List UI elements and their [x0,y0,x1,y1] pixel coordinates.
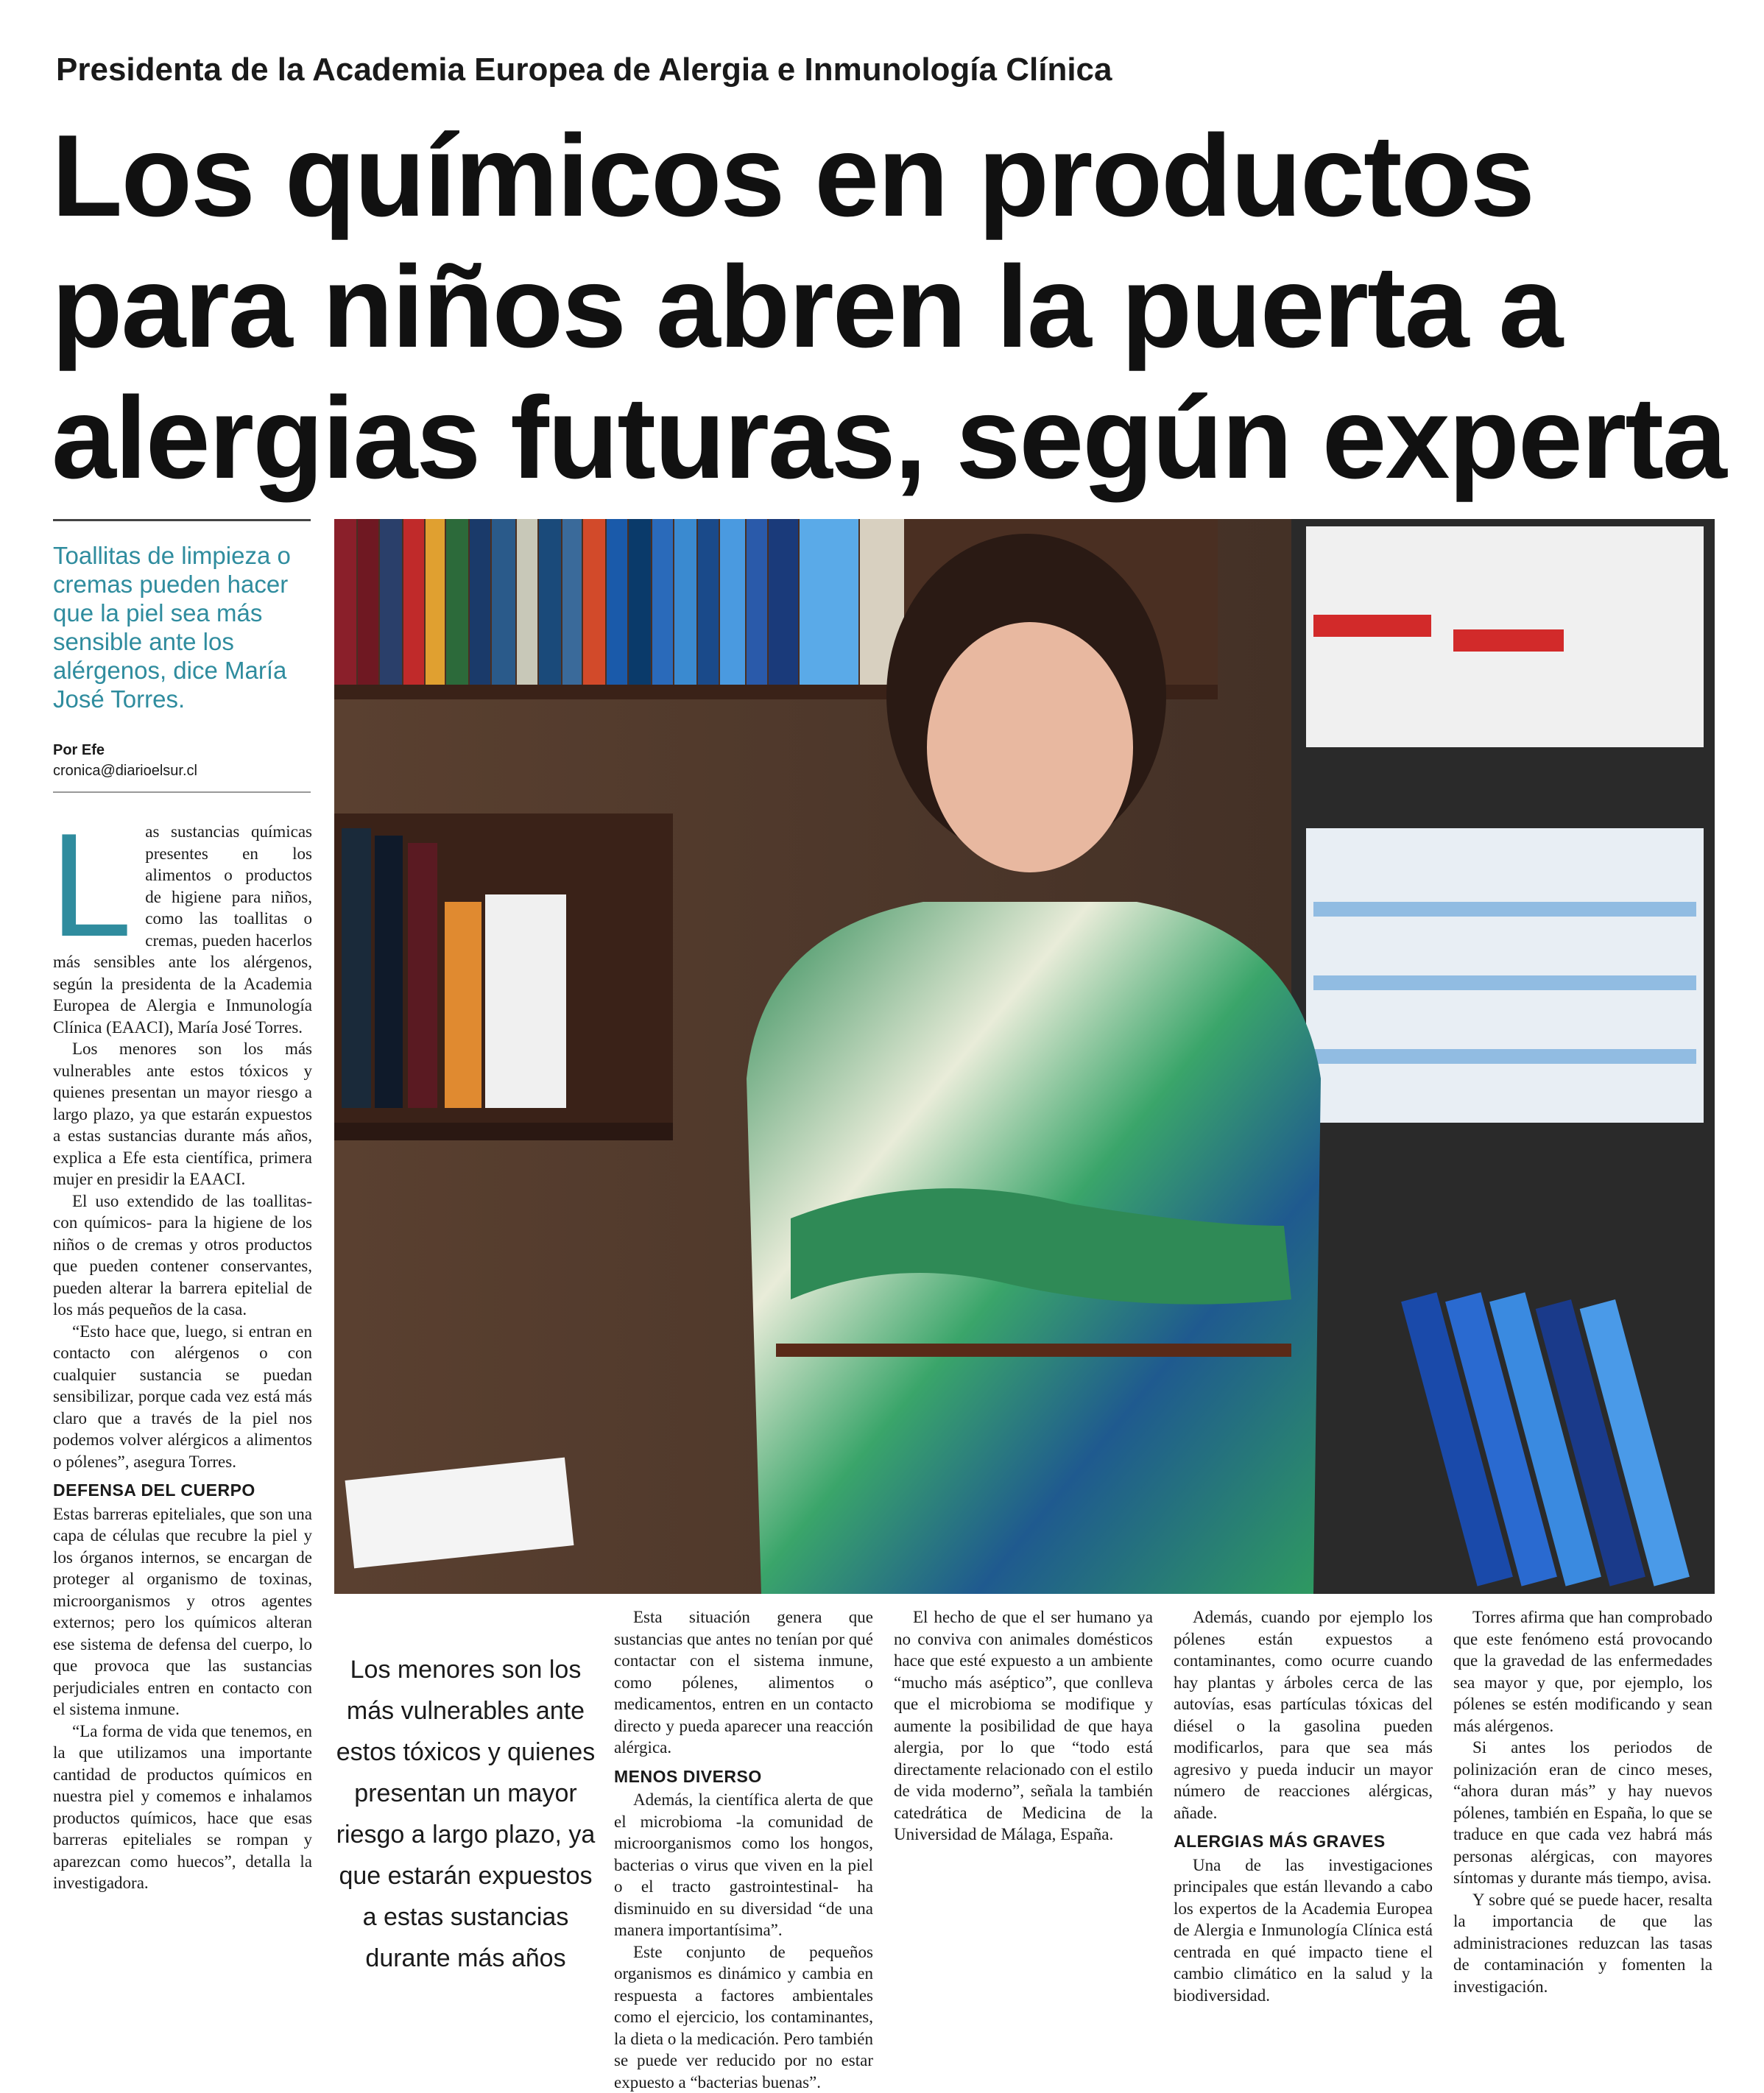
article-paragraph: “La forma de vida que tenemos, en la que utilizamos una importante cantidad de productos químicos en nuestra piel y comemos e inhalamos productos químicos, hace que esas barreras epiteliales se rompan y aparezcan como huecos”, detalla la investigadora. [53,1720,312,1894]
article-paragraph: “Esto hace que, luego, si entran en contacto con alérgenos o con cualquier sustancia se puedan sensibilizar, porque cada vez está más claro que a través de la piel nos podemos volver alérgicos a alimentos o pólenes”, asegura Torres. [53,1321,312,1473]
article-column-4 [894,1606,1153,1846]
byline-author: Por Efe [53,740,197,760]
article-paragraph: Y sobre qué se puede hacer, resalta la importancia de que las administraciones reduzcan las tasas de contaminación y fomenten la investigación. [1453,1889,1712,1998]
article-paragraph: Estas barreras epiteliales, que son una capa de células que recubre la piel y los órganos internos, se encargan de proteger al organismo de toxinas, microorganismos y otros agentes externos; pero los químicos alteran ese sistema de defensa del cuerpo, lo que provoca que las sustancias perjudiciales entren en contacto con el sistema inmune. [53,1503,312,1720]
article-column-1 [53,821,312,1894]
article-paragraph: Este conjunto de pequeños organismos es dinámico y cambia en respuesta a factores ambientales como el ejercicio, los contaminantes, la dieta o la medicación. Pero también se puede ver reducido por no estar expuesto a “bacterias buenas”. [614,1941,873,2093]
article-paragraph: Torres afirma que han comprobado que este fenómeno está provocando que la gravedad de las enfermedades sea mayor y que, por ejemplo, los pólenes se estén modificando y sean más alérgenos. [1453,1606,1712,1737]
article-paragraph: Si antes los periodos de polinización eran de cinco meses, “ahora duran más” y hay nuevos pólenes, también en España, lo que se traduce en que cada vez habrá más personas alérgicas, con mayores síntomas y durante más tiempo, avisa. [1453,1737,1712,1889]
article-column-3 [614,1606,873,2093]
article-paragraph: Una de las investigaciones principales que están llevando a cabo los expertos de la Academia Europea de Alergia e Inmunología Clínica está centrada en qué impacto tiene el cambio climático en la salud y la biodiversidad. [1174,1854,1433,2007]
summary: Toallitas de limpieza o cremas pueden hacer que la piel sea más sensible ante los alérgenos, dice María José Torres. [53,541,303,713]
article-column-5 [1174,1606,1433,2006]
byline-rule [53,791,311,793]
byline-email: cronica@diarioelsur.cl [53,760,197,781]
article-photo [334,519,1715,1594]
subheading: DEFENSA DEL CUERPO [53,1480,312,1502]
headline: Los químicos en productos para niños abren la puerta a alergias futuras, según experta [52,110,1730,504]
article-column-6 [1453,1606,1712,1997]
article-paragraph: Esta situación genera que sustancias que antes no tenían por qué contactar con el sistema inmune, como pólenes, alimentos o medicamentos, entren en un contacto directo y pueda aparecer una reacción alérgica. [614,1606,873,1759]
subheading: MENOS DIVERSO [614,1766,873,1788]
article-intro: as sustancias químicas presentes en los alimentos o productos de higiene para niños, como las toallitas o cremas, pueden hacerlos más sensibles ante los alérgenos, según la presidenta de la Academia Europea de Alergia e Inmunología Clínica (EAACI), María José Torres. [53,821,312,1038]
article-paragraph: Además, la científica alerta de que el microbioma -la comunidad de microorganismos como los hongos, bacterias o virus que viven en la piel o el tracto gastrointestinal- ha disminuido en su diversidad “de una manera importantísima”. [614,1789,873,1941]
drop-cap: L [50,827,132,945]
subheading: ALERGIAS MÁS GRAVES [1174,1831,1433,1853]
article-paragraph: El hecho de que el ser humano ya no conviva con animales domésticos hace que esté expuesto a un ambiente “mucho más aséptico”, que conlleva que el microbioma se modifique y aumente la posibilidad de que haya alergia, por lo que “todo está directamente relacionado con el estilo de vida moderno”, señala la también catedrática de Medicina de la Universidad de Málaga, España. [894,1606,1153,1846]
photo-illustration [334,519,1715,1594]
kicker: Presidenta de la Academia Europea de Alergia e Inmunología Clínica [56,52,1112,88]
article-paragraph: Los menores son los más vulnerables ante estos tóxicos y quienes presentan un mayor riesgo a largo plazo, ya que estarán expuestos a estas sustancias durante más años, explica a Efe esta científica, primera mujer en presidir la EAACI. [53,1038,312,1190]
byline [53,740,197,781]
article-paragraph: El uso extendido de las toallitas-con químicos- para la higiene de los niños o de cremas y otros productos que pueden contener conservantes, pueden alterar la barrera epitelial de los más pequeños de la casa. [53,1190,312,1321]
article-paragraph: Además, cuando por ejemplo los pólenes están expuestos a contaminantes, como ocurre cuando hay plantas y árboles cerca de las autovías, esas partículas tóxicas del diésel o la gasolina pueden modificarlos, para que sea más agresivo y pueda inducir un mayor número de reacciones alérgicas, añade. [1174,1606,1433,1824]
pull-quote: Los menores son los más vulnerables ante estos tóxicos y quienes presentan un mayor riesgo a largo plazo, ya que estarán expuestos a estas sustancias durante más años [335,1649,596,1979]
summary-top-rule [53,519,311,521]
